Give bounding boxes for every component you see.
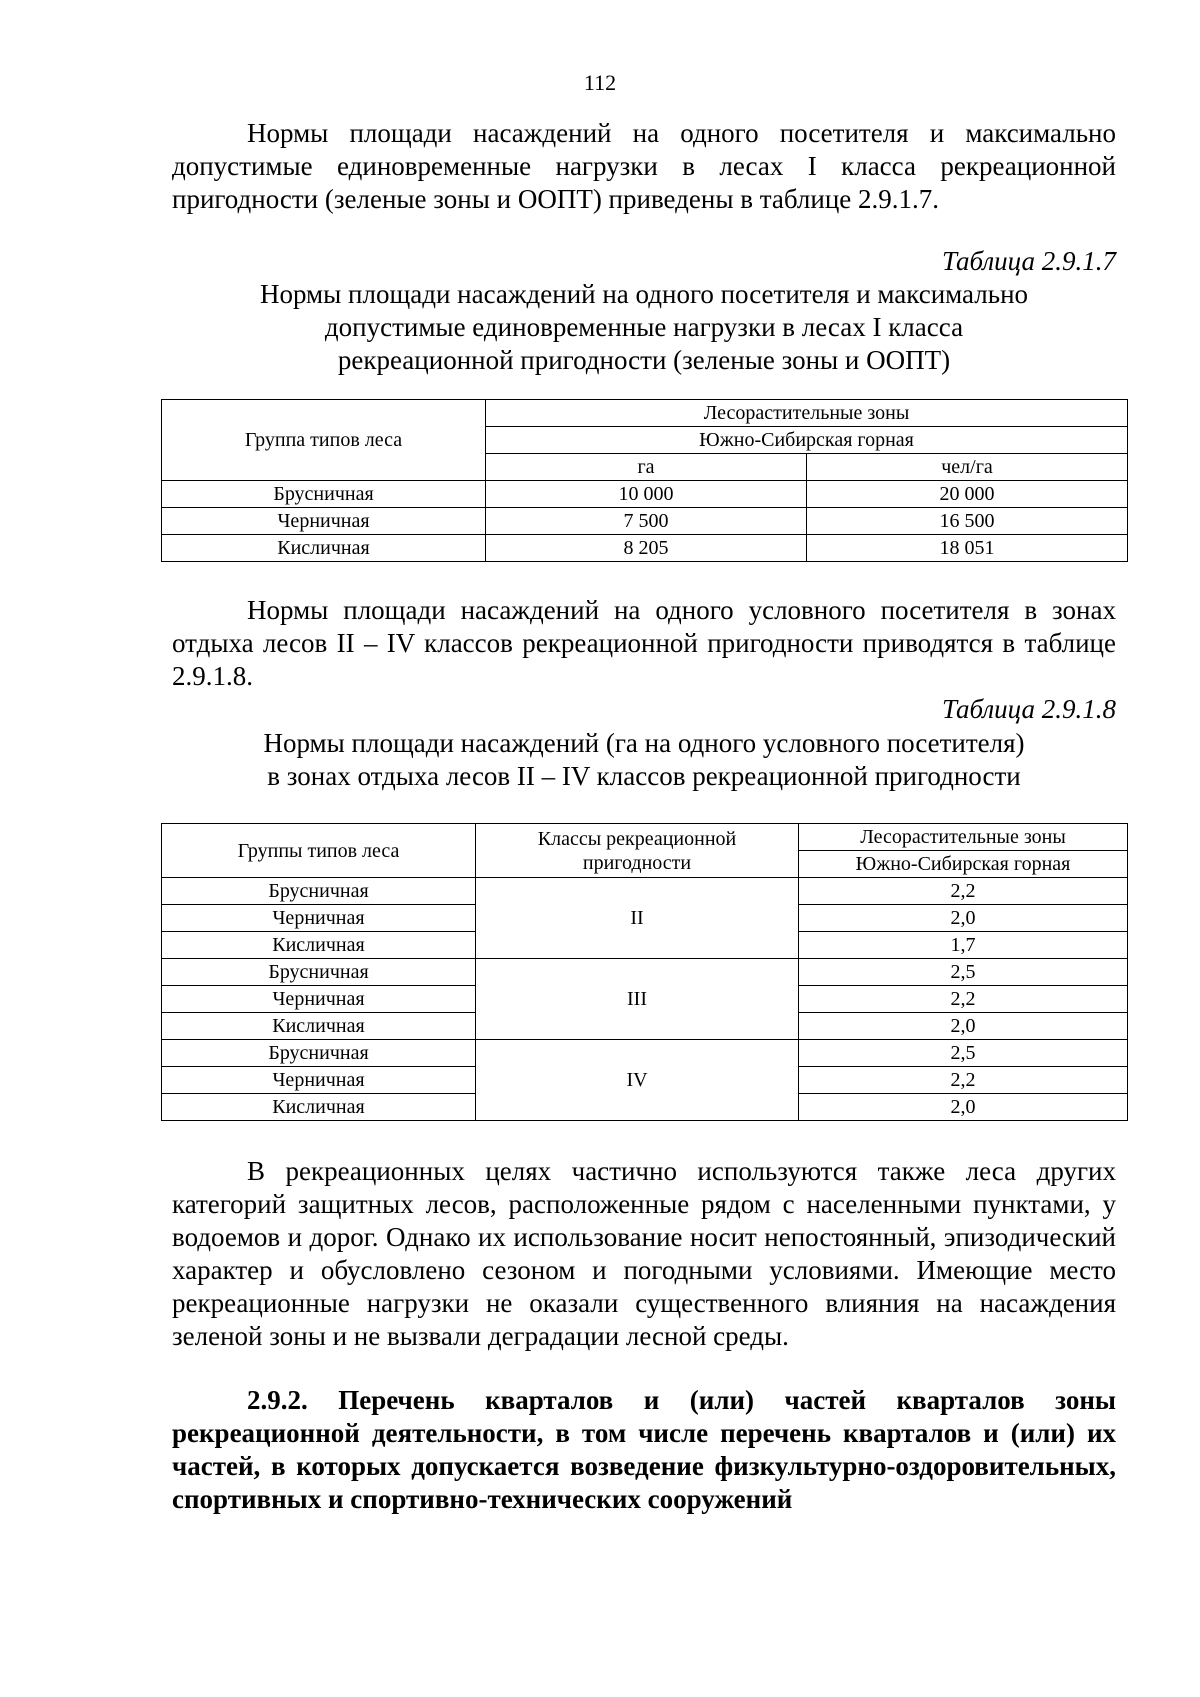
table1-cell-per-ha: 16 500 [807,508,1128,535]
table1-title-line: допустимые единовременные нагрузки в лесах I класса [324,312,964,342]
table1-header-group: Группа типов леса [162,400,486,481]
table1 [161,399,1128,562]
table2-cell-value: 2,2 [799,1067,1128,1094]
table2-cell-group: Кисличная [162,1094,476,1121]
table-row [162,535,1128,562]
table2-header-zone-name: Южно-Сибирская горная [799,851,1128,878]
table2-cell-value: 2,5 [799,959,1128,986]
table1-header-row [162,400,1128,427]
table2 [161,823,1128,1121]
table1-cell-group: Черничная [162,508,486,535]
table2-cell-value: 2,0 [799,905,1128,932]
table1-cell-group: Кисличная [162,535,486,562]
table2-cell-group: Черничная [162,905,476,932]
table2-cell-value: 2,5 [799,1040,1128,1067]
table2-header-row [162,824,1128,851]
table1-cell-ha: 10 000 [486,481,807,508]
table2-header-class: Классы рекреационной пригодности [476,824,799,878]
table2-header-zones: Лесорастительные зоны [799,824,1128,851]
table1-header-unit-ha: га [486,454,807,481]
table2-title-line: Нормы площади насаждений (га на одного условного посетителя) [263,728,1025,758]
table2-cell-group: Брусничная [162,1040,476,1067]
table1-title-line: рекреационной пригодности (зеленые зоны и ООПТ) [337,345,951,375]
table2-cell-group: Черничная [162,1067,476,1094]
table-row [162,959,1128,986]
table2-cell-value: 2,2 [799,986,1128,1013]
table2-title-line: в зонах отдыха лесов II – IV классов рекреационной пригодности [267,761,1021,791]
table-row [162,508,1128,535]
table2-cell-group: Кисличная [162,932,476,959]
table2-cell-value: 1,7 [799,932,1128,959]
table2-cell-value: 2,2 [799,878,1128,905]
table1-title [172,278,1116,377]
table1-header-unit-per-ha: чел/га [807,454,1128,481]
table1-cell-ha: 8 205 [486,535,807,562]
table-row [162,878,1128,905]
page-number: 112 [583,70,617,95]
table-row [162,481,1128,508]
table2-cell-group: Черничная [162,986,476,1013]
paragraph-intro-table1: Нормы площади насаждений на одного посетителя и максимально допустимые единовременные нагрузки в лесах I класса рекреационной пригодности (зеленые зоны и ООПТ) приведены в таблице 2.9.1.7. [172,118,1116,214]
paragraph-recreation-note: В рекреационных целях частично используются также леса других категорий защитных лесов, расположенные рядом с населенными пунктами, у водоемов и дорог. Однако их использование носит непостоянный, эпизодический характер и обусловлено сезоном и погодными условиями. Имеющие место рекреационные нагрузки не оказали существенного влияния на насаждения зеленой зоны и не вызвали деградации лесной среды. [172,1156,1116,1351]
table1-title-line: Нормы площади насаждений на одного посетителя и максимально [259,279,1029,309]
table2-cell-value: 2,0 [799,1094,1128,1121]
table2-cell-group: Брусничная [162,878,476,905]
table1-cell-per-ha: 20 000 [807,481,1128,508]
table1-header-zone-name: Южно-Сибирская горная [486,427,1128,454]
table2-header-group: Группы типов леса [162,824,476,878]
table-row [162,1040,1128,1067]
table1-label: Таблица 2.9.1.7 [941,246,1116,276]
table2-cell-class: III [476,959,799,1040]
table2-cell-group: Брусничная [162,959,476,986]
table2-label: Таблица 2.9.1.8 [941,694,1116,724]
table2-cell-group: Кисличная [162,1013,476,1040]
table1-header-zones: Лесорастительные зоны [486,400,1128,427]
table1-cell-per-ha: 18 051 [807,535,1128,562]
table2-title [172,727,1116,793]
table2-cell-value: 2,0 [799,1013,1128,1040]
paragraph-intro-table2: Нормы площади насаждений на одного условного посетителя в зонах отдыха лесов II – IV классов рекреационной пригодности приводятся в таблице 2.9.1.8. [172,595,1116,691]
section-heading: 2.9.2. Перечень кварталов и (или) частей кварталов зоны рекреационной деятельности, в том числе перечень кварталов и (или) их частей, в которых допускается возведение физкультурно-оздоровительных, спортивных и спортивно-технических сооружений [172,1385,1116,1514]
table2-cell-class: II [476,878,799,959]
table1-cell-ha: 7 500 [486,508,807,535]
table1-cell-group: Брусничная [162,481,486,508]
table2-cell-class: IV [476,1040,799,1121]
